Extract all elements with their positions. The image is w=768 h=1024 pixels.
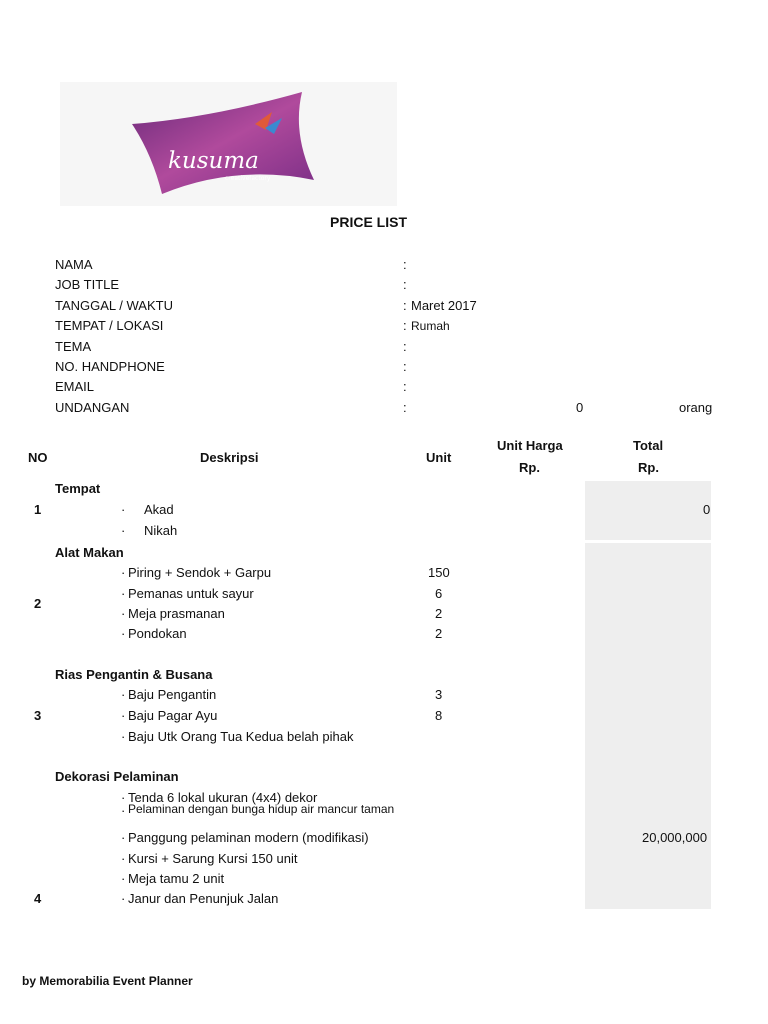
item-desc: Meja tamu 2 unit bbox=[128, 871, 225, 886]
item-desc: Nikah bbox=[144, 523, 178, 538]
bullet: · bbox=[121, 606, 126, 621]
info-label-handphone: NO. HANDPHONE bbox=[55, 359, 165, 374]
item-desc: Akad bbox=[144, 502, 174, 517]
bullet: · bbox=[121, 626, 126, 641]
logo-area bbox=[60, 82, 397, 206]
item-desc: Piring + Sendok + Garpu bbox=[128, 565, 272, 580]
item-desc: Baju Pagar Ayu bbox=[128, 708, 218, 723]
undangan-unit: orang bbox=[679, 400, 713, 415]
section-title: Tempat bbox=[55, 481, 101, 496]
header-no: NO bbox=[28, 450, 48, 465]
bullet: · bbox=[121, 586, 126, 601]
item-desc: Pelaminan dengan bunga hidup air mancur taman bbox=[128, 802, 395, 816]
total-cell-shade bbox=[585, 481, 711, 540]
bullet: · bbox=[121, 687, 126, 702]
item-desc: Kursi + Sarung Kursi 150 unit bbox=[128, 851, 298, 866]
footer-text: by Memorabilia Event Planner bbox=[22, 974, 193, 988]
bullet: · bbox=[121, 830, 126, 845]
item-desc: Baju Pengantin bbox=[128, 687, 217, 702]
total-cell-shade bbox=[585, 543, 711, 909]
info-label-nama: NAMA bbox=[55, 257, 93, 272]
section-title: Alat Makan bbox=[55, 545, 124, 560]
item-desc: Meja prasmanan bbox=[128, 606, 225, 621]
item-unit: 8 bbox=[435, 708, 443, 723]
info-colon: : bbox=[403, 400, 407, 415]
info-colon: : bbox=[403, 298, 407, 313]
page-title: PRICE LIST bbox=[330, 214, 408, 230]
info-colon: : bbox=[403, 277, 407, 292]
info-label-undangan: UNDANGAN bbox=[55, 400, 130, 415]
bullet: · bbox=[121, 891, 126, 906]
bullet: · bbox=[121, 523, 126, 538]
header-deskripsi: Deskripsi bbox=[200, 450, 259, 465]
info-label-job-title: JOB TITLE bbox=[55, 277, 120, 292]
section-total: 20,000,000 bbox=[642, 830, 708, 845]
header-unit-harga-rp: Rp. bbox=[519, 460, 540, 475]
bullet: · bbox=[121, 851, 126, 866]
section-number: 2 bbox=[34, 596, 42, 611]
item-desc: Panggung pelaminan modern (modifikasi) bbox=[128, 830, 369, 845]
logo-brand-text: kusuma bbox=[168, 148, 259, 174]
bullet: · bbox=[121, 708, 126, 723]
info-label-email: EMAIL bbox=[55, 379, 95, 394]
item-unit: 2 bbox=[435, 606, 443, 621]
item-desc: Tenda 6 lokal ukuran (4x4) dekor bbox=[128, 790, 318, 805]
item-unit: 2 bbox=[435, 626, 443, 641]
header-unit: Unit bbox=[426, 450, 452, 465]
logo-banner-shape bbox=[132, 92, 314, 194]
info-colon: : bbox=[403, 257, 407, 272]
bullet: · bbox=[121, 871, 126, 886]
logo-tagline-text: creativefactory bbox=[225, 175, 271, 182]
info-colon: : bbox=[403, 339, 407, 354]
item-desc: Baju Utk Orang Tua Kedua belah pihak bbox=[128, 729, 354, 744]
info-label-tanggal: TANGGAL / WAKTU bbox=[55, 298, 173, 313]
section-title: Dekorasi Pelaminan bbox=[55, 769, 179, 784]
info-colon: : bbox=[403, 318, 407, 333]
item-unit: 3 bbox=[435, 687, 443, 702]
bullet: · bbox=[121, 502, 126, 517]
bullet: · bbox=[121, 729, 126, 744]
kusuma-logo bbox=[60, 82, 397, 206]
info-label-tempat: TEMPAT / LOKASI bbox=[55, 318, 164, 333]
header-unit-harga: Unit Harga bbox=[497, 438, 563, 453]
section-number: 3 bbox=[34, 708, 42, 723]
info-colon: : bbox=[403, 379, 407, 394]
section-number: 1 bbox=[34, 502, 42, 517]
header-total: Total bbox=[633, 438, 664, 453]
section-number: 4 bbox=[34, 891, 42, 906]
section-total: 0 bbox=[703, 502, 711, 517]
item-unit: 150 bbox=[428, 565, 450, 580]
info-colon: : bbox=[403, 359, 407, 374]
undangan-count: 0 bbox=[576, 400, 584, 415]
section-title: Rias Pengantin & Busana bbox=[55, 667, 213, 682]
item-unit: 6 bbox=[435, 586, 443, 601]
item-desc: Janur dan Penunjuk Jalan bbox=[128, 891, 279, 906]
bullet: · bbox=[121, 803, 126, 818]
bullet: · bbox=[121, 790, 126, 805]
item-desc: Pemanas untuk sayur bbox=[128, 586, 254, 601]
info-value-tanggal: Maret 2017 bbox=[411, 298, 477, 313]
header-total-rp: Rp. bbox=[638, 460, 659, 475]
item-desc: Pondokan bbox=[128, 626, 187, 641]
info-value-tempat: Rumah bbox=[411, 319, 450, 333]
info-label-tema: TEMA bbox=[55, 339, 92, 354]
bullet: · bbox=[121, 565, 126, 580]
